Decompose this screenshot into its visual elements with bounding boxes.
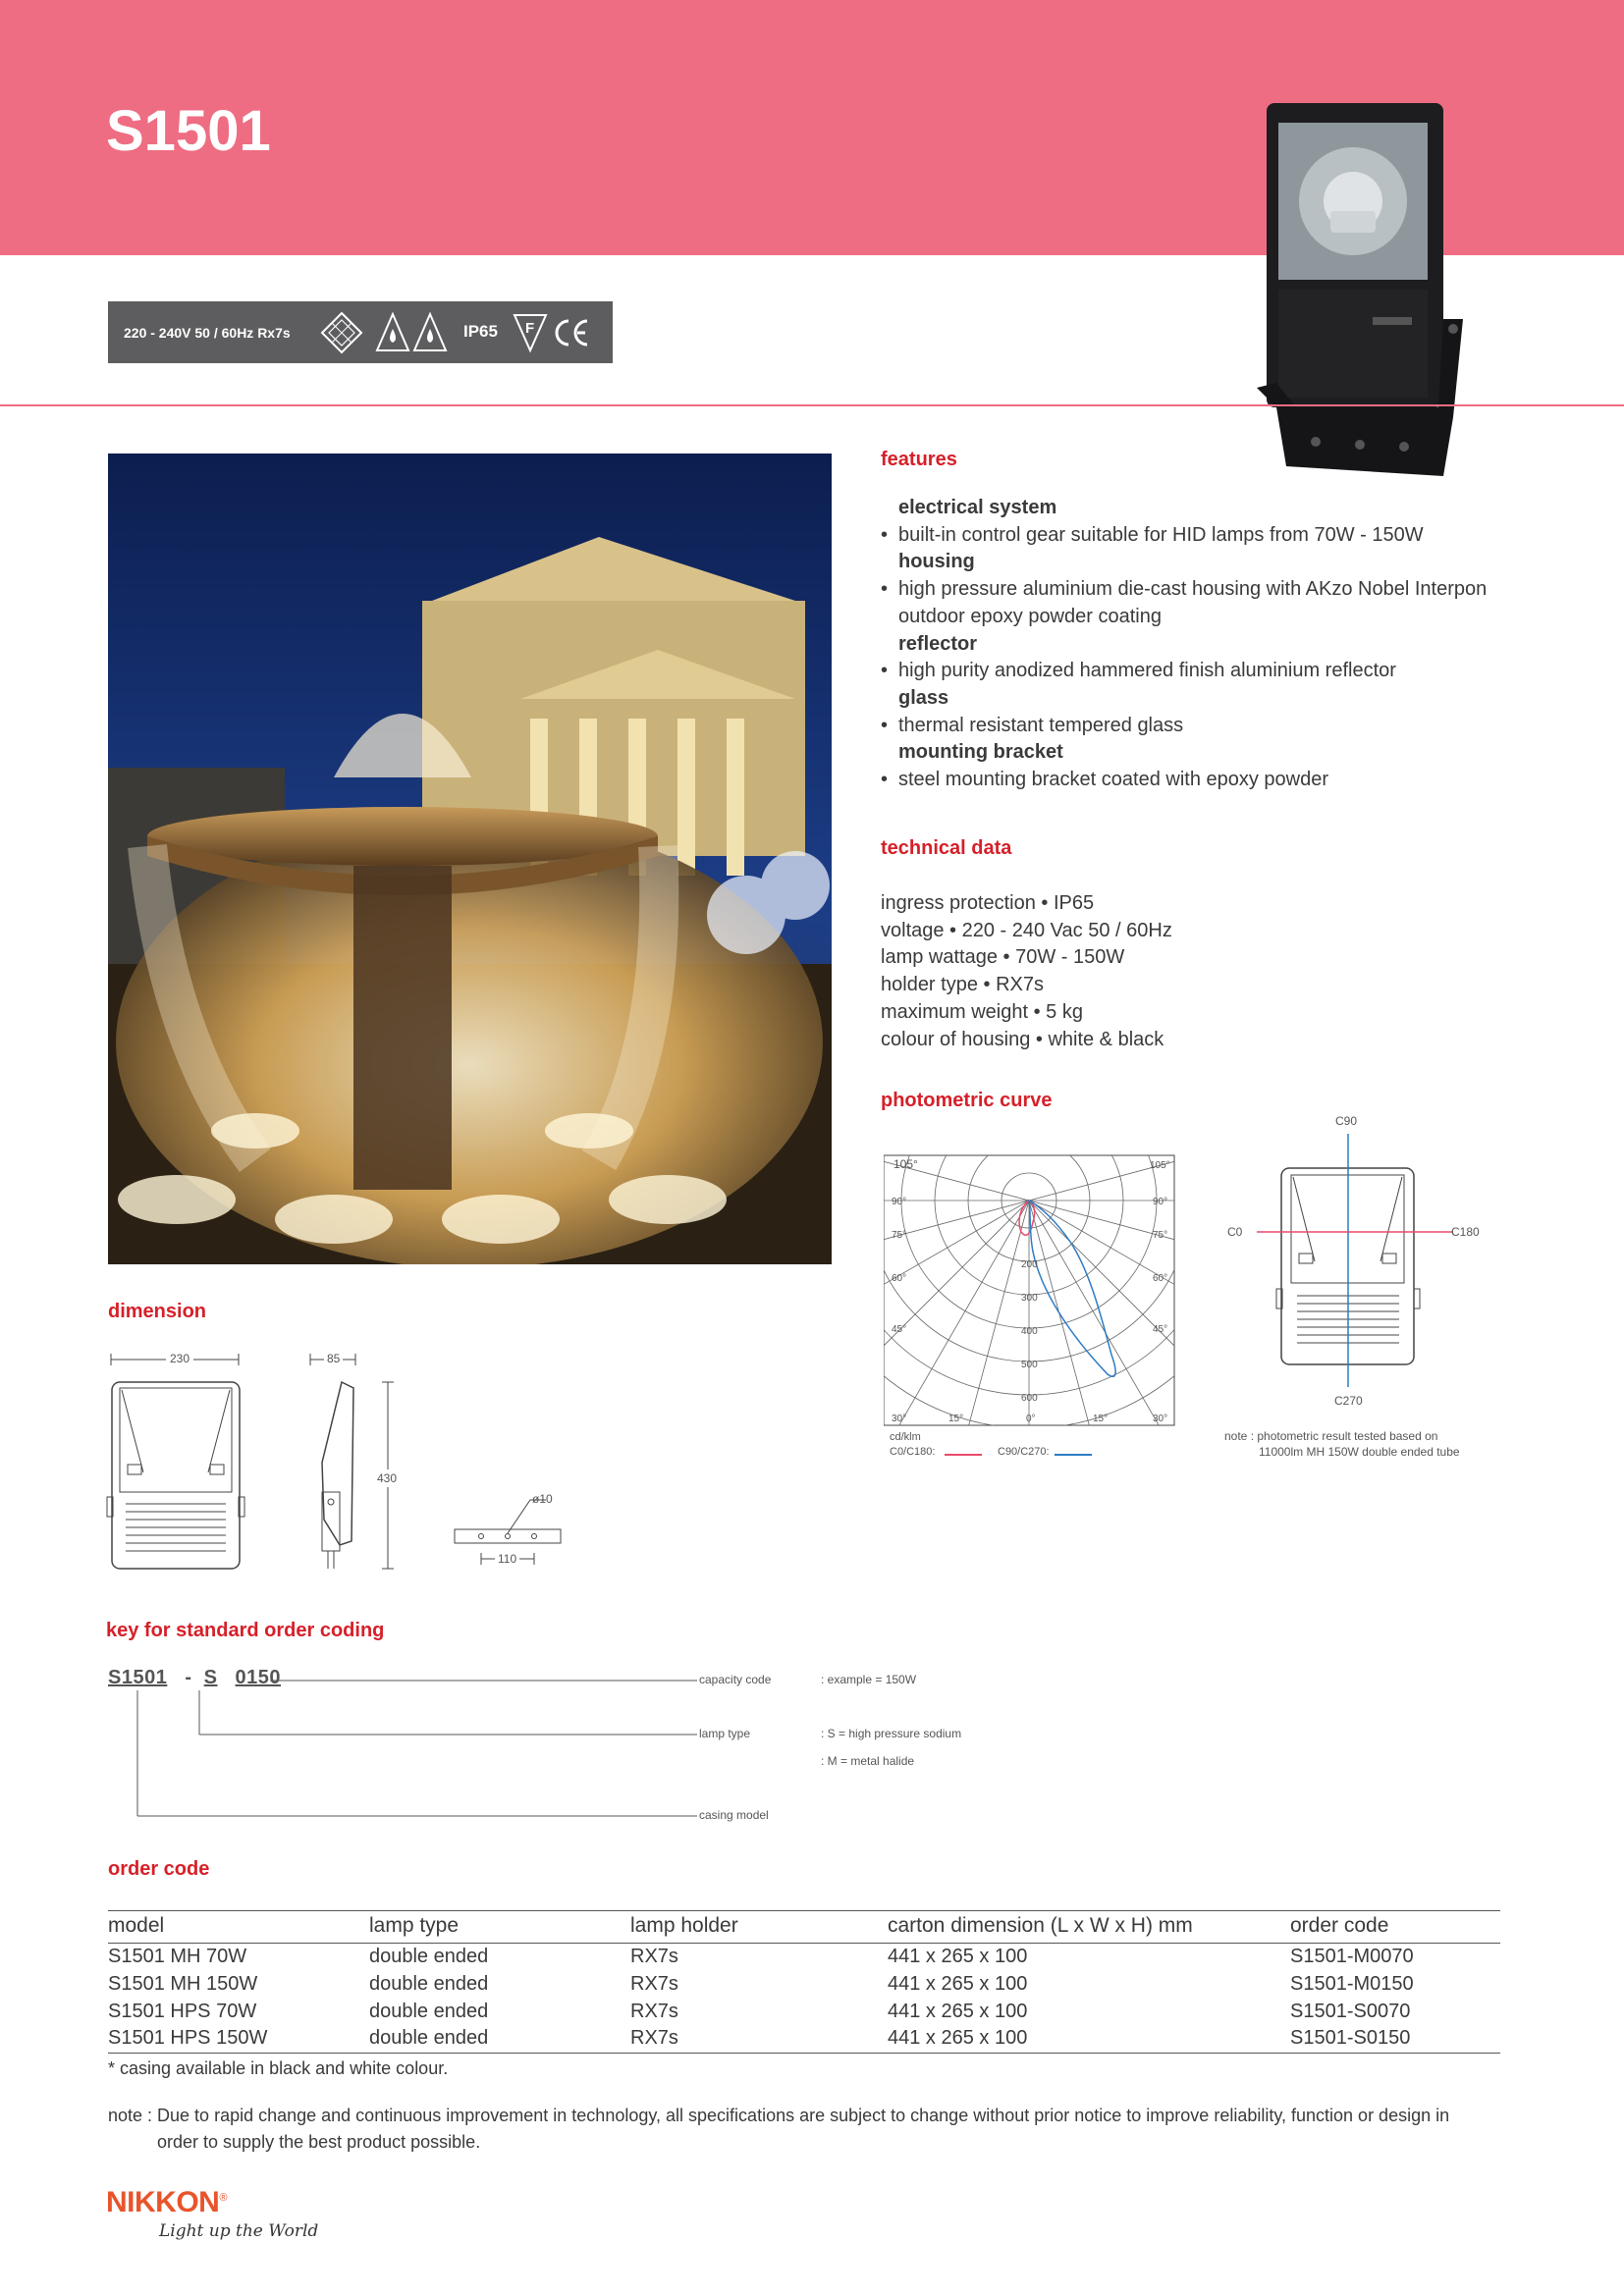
feature-heading: housing bbox=[898, 551, 975, 573]
photometric-title: photometric curve bbox=[881, 1090, 1053, 1111]
feature-heading: reflector bbox=[898, 632, 978, 655]
table-cell: S1501 HPS 70W bbox=[108, 2000, 257, 2022]
jet-proof-triangle-icon bbox=[412, 311, 448, 354]
feature-heading: mounting bracket bbox=[898, 741, 1063, 764]
table-cell: 441 x 265 x 100 bbox=[888, 1973, 1028, 1996]
angle-label: 60° bbox=[1153, 1273, 1168, 1284]
axis-label-c270: C270 bbox=[1334, 1394, 1363, 1408]
angle-label: 15° bbox=[948, 1414, 964, 1424]
table-cell: S1501-S0150 bbox=[1290, 2025, 1500, 2053]
table-row bbox=[108, 1944, 1500, 1971]
table-cell: RX7s bbox=[630, 1973, 678, 1996]
tech-row: maximum weight • 5 kg bbox=[881, 1000, 1083, 1023]
feature-item: • steel mounting bracket coated with epoxy powder bbox=[881, 767, 1509, 794]
legend-c90-label: C90/C270: bbox=[998, 1446, 1050, 1458]
table-cell: double ended bbox=[369, 1946, 489, 1968]
angle-label: 105° bbox=[1150, 1160, 1170, 1171]
code-separator: - bbox=[185, 1667, 192, 1688]
table-cell: S1501 MH 70W bbox=[108, 1946, 247, 1968]
angle-label: 90° bbox=[892, 1197, 907, 1207]
angle-label: 15° bbox=[1093, 1414, 1109, 1424]
technical-data-title: technical data bbox=[881, 837, 1012, 859]
svg-text:F: F bbox=[525, 320, 535, 337]
spec-bar bbox=[108, 301, 613, 363]
orientation-diagram bbox=[1222, 1114, 1488, 1409]
angle-label: 105° bbox=[893, 1157, 918, 1171]
table-header-row bbox=[108, 1911, 1500, 1944]
dimension-drawing bbox=[106, 1345, 577, 1580]
class-ii-diamond-icon bbox=[320, 311, 363, 354]
table-cell: RX7s bbox=[630, 2025, 888, 2053]
tech-row: lamp wattage • 70W - 150W bbox=[881, 946, 1125, 969]
table-cell: 441 x 265 x 100 bbox=[888, 2000, 1028, 2022]
dimension-hole-spacing: 110 bbox=[495, 1552, 519, 1566]
features-title: features bbox=[881, 449, 957, 470]
chart-units-label: cd/klm bbox=[890, 1431, 921, 1443]
tech-row: voltage • 220 - 240 Vac 50 / 60Hz bbox=[881, 919, 1172, 941]
code-capacity: 0150 bbox=[235, 1667, 282, 1688]
note-line: order to supply the best product possible. bbox=[157, 2132, 481, 2152]
technical-data-list bbox=[881, 890, 1509, 1053]
axis-label-c0: C0 bbox=[1227, 1225, 1243, 1239]
table-cell: double ended bbox=[369, 1973, 489, 1996]
angle-label: 45° bbox=[892, 1324, 907, 1335]
table-cell: S1501-M0070 bbox=[1290, 1946, 1414, 1968]
coding-label: casing model bbox=[699, 1808, 769, 1822]
legend-c0-swatch bbox=[945, 1454, 982, 1456]
table-cell: 441 x 265 x 100 bbox=[888, 2025, 1290, 2053]
feature-heading: electrical system bbox=[898, 497, 1057, 518]
axis-label-c180: C180 bbox=[1451, 1225, 1480, 1239]
axis-label-c90: C90 bbox=[1335, 1114, 1358, 1128]
dimension-hole: ø10 bbox=[532, 1492, 553, 1506]
feature-item: • high purity anodized hammered finish aluminium reflector bbox=[881, 658, 1509, 685]
ip-rating-label: IP65 bbox=[463, 322, 498, 341]
feature-item: • thermal resistant tempered glass bbox=[881, 713, 1509, 740]
dimension-depth: 85 bbox=[324, 1352, 343, 1365]
application-photo bbox=[108, 454, 832, 1264]
radial-label: 400 bbox=[1021, 1326, 1038, 1337]
fountain-night-scene-image bbox=[108, 454, 832, 1264]
feature-item: • built-in control gear suitable for HID lamps from 70W - 150W bbox=[881, 522, 1509, 550]
feature-heading: glass bbox=[898, 686, 949, 709]
coding-label: capacity code bbox=[699, 1673, 772, 1686]
features-list bbox=[881, 495, 1509, 794]
angle-label: 0° bbox=[1026, 1414, 1036, 1424]
ce-mark-icon bbox=[552, 315, 591, 350]
column-header: carton dimension (L x W x H) mm bbox=[888, 1911, 1290, 1944]
angle-label: 60° bbox=[892, 1273, 907, 1284]
table-cell: RX7s bbox=[630, 1946, 678, 1968]
coding-desc: : S = high pressure sodium bbox=[821, 1727, 962, 1740]
table-cell: 441 x 265 x 100 bbox=[888, 1946, 1028, 1968]
table-cell: S1501 HPS 150W bbox=[108, 2025, 369, 2053]
tech-row: holder type • RX7s bbox=[881, 974, 1044, 996]
registered-mark: ® bbox=[219, 2192, 227, 2204]
coding-leader-lines bbox=[108, 1669, 697, 1826]
angle-label: 75° bbox=[1153, 1230, 1168, 1241]
table-cell: S1501-M0150 bbox=[1290, 1973, 1414, 1996]
table-cell: double ended bbox=[369, 2025, 630, 2053]
table-cell: RX7s bbox=[630, 2000, 678, 2022]
column-header: model bbox=[108, 1911, 369, 1944]
angle-label: 30° bbox=[1153, 1414, 1168, 1424]
drip-proof-triangle-icon bbox=[375, 311, 410, 354]
page-title: S1501 bbox=[106, 99, 271, 163]
angle-label: 45° bbox=[1153, 1324, 1168, 1335]
column-header: order code bbox=[1290, 1911, 1500, 1944]
table-row bbox=[108, 1998, 1500, 2025]
polar-photometric-chart bbox=[884, 1153, 1178, 1428]
table-row bbox=[108, 2025, 1500, 2053]
disclaimer-note bbox=[108, 2103, 1522, 2156]
feature-item: • high pressure aluminium die-cast housing with AKzo Nobel Interpon outdoor epoxy powder coating bbox=[881, 576, 1509, 630]
dimension-title: dimension bbox=[108, 1301, 207, 1322]
photometric-note-line1: note : photometric result tested based on bbox=[1224, 1429, 1438, 1443]
table-cell: S1501 MH 150W bbox=[108, 1973, 258, 1996]
radial-label: 600 bbox=[1021, 1393, 1038, 1404]
brand-slogan: Light up the World bbox=[159, 2221, 319, 2241]
table-cell: double ended bbox=[369, 2000, 489, 2022]
coding-label: lamp type bbox=[699, 1727, 751, 1740]
angle-label: 30° bbox=[892, 1414, 907, 1424]
table-row bbox=[108, 1971, 1500, 1999]
column-header: lamp type bbox=[369, 1911, 630, 1944]
tech-row: colour of housing • white & black bbox=[881, 1028, 1164, 1050]
coding-desc: : example = 150W bbox=[821, 1673, 917, 1686]
angle-label: 75° bbox=[892, 1230, 907, 1241]
code-lamp-type: S bbox=[203, 1667, 218, 1688]
coding-desc: : M = metal halide bbox=[821, 1754, 915, 1768]
code-model: S1501 bbox=[108, 1667, 168, 1688]
note-line: note : Due to rapid change and continuous improvement in technology, all specifications are subject to change without prior notice to improve reliability, function or design in bbox=[108, 2106, 1450, 2125]
nikkon-logo bbox=[106, 2186, 227, 2219]
table-cell: S1501-S0070 bbox=[1290, 2000, 1411, 2022]
section-divider bbox=[0, 404, 1624, 406]
spec-bar-text: 220 - 240V 50 / 60Hz Rx7s bbox=[124, 325, 291, 341]
table-footnote: * casing available in black and white colour. bbox=[108, 2058, 449, 2078]
order-table bbox=[108, 1910, 1500, 2054]
coding-title: key for standard order coding bbox=[106, 1620, 385, 1641]
radial-label: 200 bbox=[1021, 1259, 1038, 1270]
tech-row: ingress protection • IP65 bbox=[881, 892, 1095, 914]
logo-text: NIKKON bbox=[106, 2186, 220, 2218]
dimension-height: 430 bbox=[377, 1471, 398, 1485]
order-code-title: order code bbox=[108, 1858, 210, 1880]
radial-label: 300 bbox=[1021, 1293, 1038, 1304]
legend-c90-swatch bbox=[1055, 1454, 1092, 1456]
photometric-note-line2: 11000lm MH 150W double ended tube bbox=[1259, 1445, 1460, 1459]
dimension-width: 230 bbox=[166, 1352, 193, 1365]
angle-label: 90° bbox=[1153, 1197, 1168, 1207]
radial-label: 500 bbox=[1021, 1360, 1038, 1370]
column-header: lamp holder bbox=[630, 1911, 888, 1944]
floodlight-product-image bbox=[1247, 93, 1473, 491]
legend-c0-label: C0/C180: bbox=[890, 1446, 936, 1458]
f-mark-icon bbox=[513, 311, 548, 354]
